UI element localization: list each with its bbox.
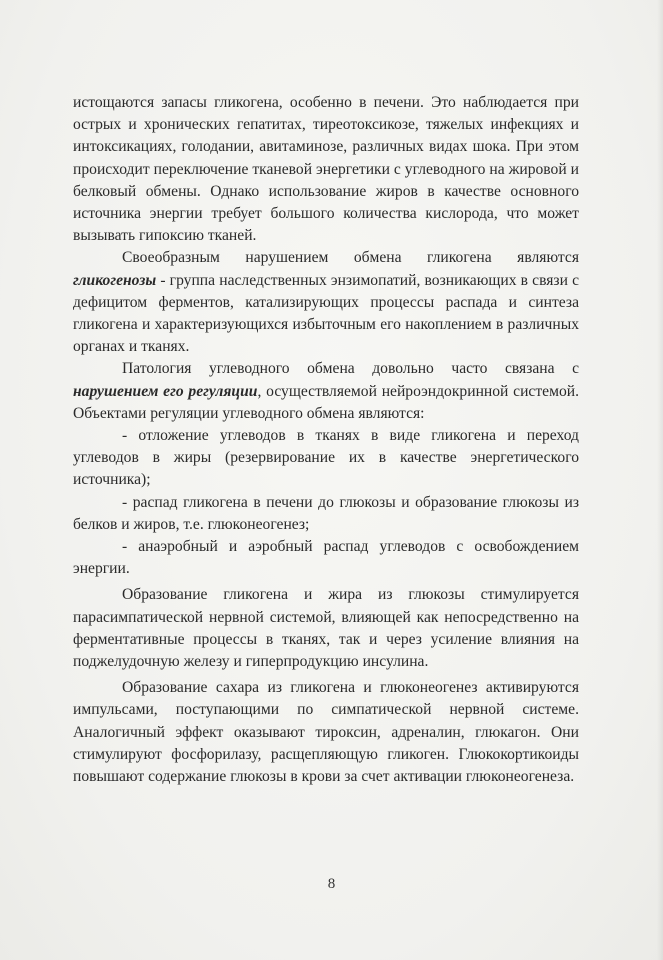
paragraph-sympathetic: Образование сахара из гликогена и глюконеогенез активируются импульсами, поступающими по симпатической нервной системе. Аналогичный эффект оказывают тироксин, адреналин, глюкагон. Они стимулируют фосфорилазу, расщепляющую гликоген. Глюкокортикоиды повышают содержание глюкозы в крови за счет активации глюконеогенеза. [73, 679, 579, 786]
paragraph-parasympathetic: Образование гликогена и жира из глюкозы стимулируется парасимпатической нервной системой, влияющей как непосредственно на ферментативные процессы в тканях, так и через усиление влияния на поджелудочную железу и гиперпродукцию инсулина. [73, 586, 579, 671]
list-item-deposition: - отложение углеводов в тканях в виде гликогена и переход углеводов в жиры (резервирование их в качестве энергетического источника); [73, 427, 579, 489]
paragraph-text: - группа наследственных энзимопатий, возникающих в связи с дефицитом ферментов, катализирующих процессы распада и синтеза гликогена и характеризующихся избыточным его накоплением в различных органах и тканях. [73, 271, 579, 356]
paragraph-text: Своеобразным нарушением обмена гликогена являются [122, 249, 579, 267]
list-item-breakdown: - распад гликогена в печени до глюкозы и образование глюкозы из белков и жиров, т.е. глюконеогенез; [73, 493, 579, 533]
paragraph-regulation [73, 358, 579, 425]
paragraph-text: , осуществляемой нейроэндокринной системой. Объектами регуляции углеводного обмена являются: [73, 382, 579, 422]
list-item-anaerobic: - анаэробный и аэробный распад углеводов с освобождением энергии. [73, 538, 579, 578]
paragraph-text: Патология углеводного обмена довольно часто связана с [122, 360, 579, 378]
body-text [73, 92, 579, 788]
term-glycogenoses: гликогенозы [73, 271, 157, 289]
page-number: 8 [327, 876, 336, 892]
paragraph-glycogenoses [73, 247, 579, 358]
term-regulation-disorder: нарушением его регуляции [73, 382, 258, 400]
page-edge-shadow [657, 0, 663, 960]
paragraph-continuation: истощаются запасы гликогена, особенно в печени. Это наблюдается при острых и хронических гепатитах, тиреотоксикозе, тяжелых инфекциях и интоксикациях, голодании, авитаминозе, различных видах шока. При этом происходит переключение тканевой энергетики с углеводного на жировой и белковый обмены. Однако использование жиров в качестве основного источника энергии требует большого количества кислорода, что может вызывать гипоксию тканей. [73, 94, 579, 245]
